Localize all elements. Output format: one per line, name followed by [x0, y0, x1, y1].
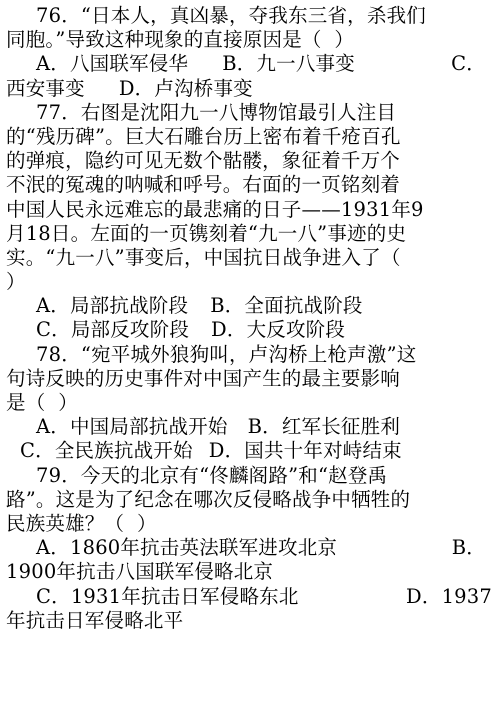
option-76-a: A．八国联军侵华 — [36, 52, 189, 76]
question-77-line-3: 的弹痕，隐约可见无数个骷髅，象征着千万个 — [6, 149, 401, 173]
option-76-d: D．卢沟桥事变 — [118, 76, 253, 100]
option-79-d-text: 年抗击日军侵略北平 — [6, 608, 184, 632]
question-77-options-row-1 — [6, 294, 496, 318]
option-78-a: A．中国局部抗战开始 — [36, 415, 228, 439]
option-77-d: D．大反攻阶段 — [211, 318, 346, 342]
question-78-line-3: 是（ ） — [6, 391, 78, 414]
option-76-c-text: 西安事变 — [6, 76, 85, 100]
question-78-line-1: 78．“宛平城外狼狗叫，卢沟桥上枪声激”这 — [36, 342, 417, 366]
option-79-c: C．1931年抗击日军侵略东北 — [36, 584, 299, 608]
option-76-b: B．九一八事变 — [222, 52, 355, 76]
option-78-d: D．国共十年对峙结束 — [208, 439, 402, 463]
exam-page — [6, 4, 496, 633]
question-78-line-2: 句诗反映的历史事件对中国产生的最主要影响 — [6, 366, 401, 390]
option-78-c: C．全民族抗战开始 — [20, 439, 193, 463]
question-77-options-row-2 — [6, 318, 496, 342]
question-79-line-2: 路”。这是为了纪念在哪次反侵略战争中牺牲的 — [6, 487, 411, 511]
question-78-options-row-1 — [6, 415, 496, 439]
option-76-c: C． — [451, 52, 486, 76]
option-78-b: B．红军长征胜利 — [247, 415, 401, 439]
option-79-d: D．1937 — [406, 584, 492, 608]
question-79-options-row-2 — [6, 585, 496, 609]
question-77-line-8: ） — [6, 270, 26, 294]
question-77-line-7: 实。“九一八”事变后，中国抗日战争进入了（ — [6, 245, 401, 269]
option-79-b-text: 1900年抗击八国联军侵略北京 — [6, 560, 274, 584]
option-77-a: A．局部抗战阶段 — [36, 294, 189, 318]
question-77-line-2: 的“残历碑”。巨大石雕台历上密布着千疮百孔 — [6, 124, 401, 148]
question-79-line-1: 79．今天的北京有“佟麟阁路”和“赵登禹 — [36, 463, 388, 487]
question-76-line-2: 同胞。”导致这种现象的直接原因是（ ） — [6, 28, 355, 52]
question-78-options-row-2 — [6, 439, 496, 463]
option-79-a: A．1860年抗击英法联军进攻北京 — [36, 536, 338, 560]
question-77-line-6: 月18日。左面的一页镌刻着“九一八”事迹的史 — [6, 221, 407, 245]
question-79-options-row-1 — [6, 536, 496, 560]
option-77-b: B．全面抗战阶段 — [210, 294, 363, 318]
option-79-b: B． — [451, 536, 486, 560]
question-77-line-4: 不泯的冤魂的呐喊和呼号。右面的一页铭刻着 — [6, 173, 401, 197]
question-77-line-1: 77．右图是沈阳九一八博物馆最引人注目 — [36, 100, 397, 124]
question-76-line-1: 76．“日本人，真凶暴，夺我东三省，杀我们 — [36, 4, 426, 27]
question-79-line-3: 民族英雄？（ ） — [6, 511, 157, 535]
question-76-options-row-1 — [6, 52, 496, 76]
question-76-options-row-2 — [6, 77, 496, 101]
question-77-line-5: 中国人民永远难忘的最悲痛的日子——1931年9 — [6, 197, 424, 221]
option-77-c: C．局部反攻阶段 — [36, 318, 190, 342]
